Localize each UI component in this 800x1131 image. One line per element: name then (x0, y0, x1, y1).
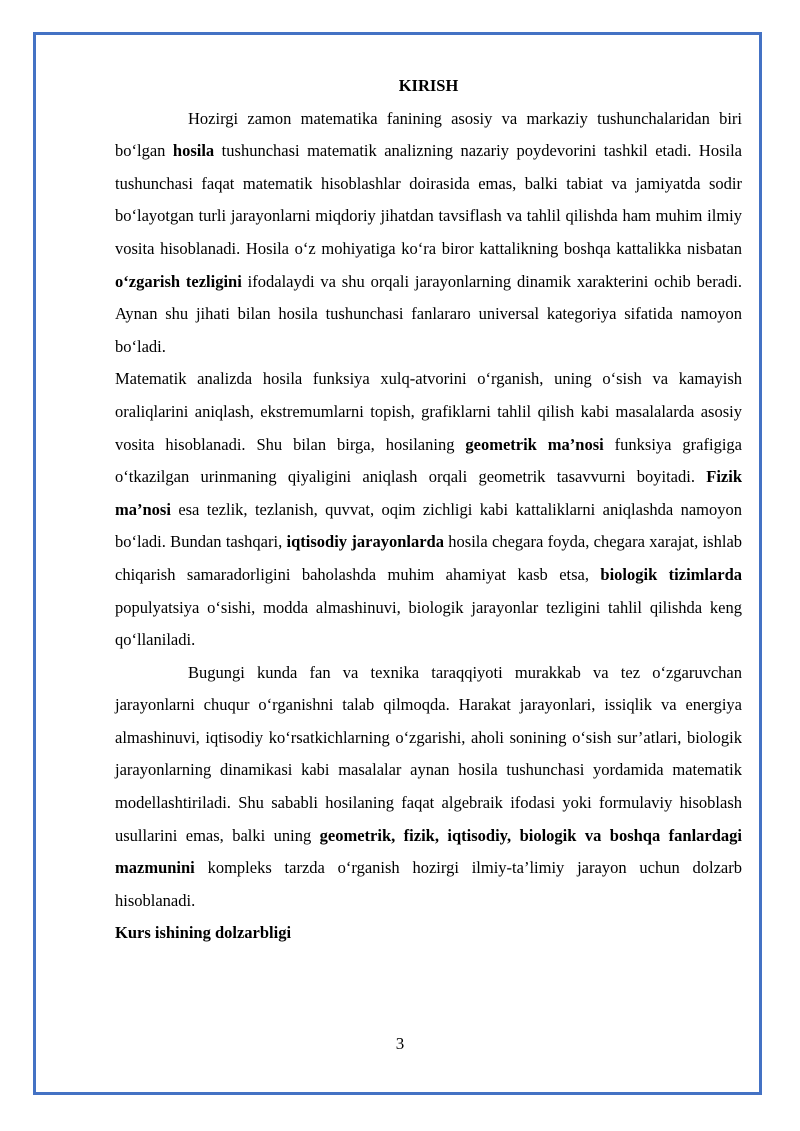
text-run: Hozirgi zamon matematika fanining asosiy va markaziy tushunchalaridan biri bo‘lgan (115, 108, 742, 161)
paragraph (115, 363, 742, 656)
paragraph (115, 103, 742, 364)
text-run: funksiya grafigiga o‘tkazilgan urinmaning qiyaligini aniqlash orqali geometrik tasavvurni boyitadi. (115, 434, 742, 487)
page-content (115, 70, 742, 950)
bold-term: geometrik ma’nosi (465, 434, 604, 454)
body-text (115, 103, 742, 918)
bold-term: iqtisodiy jarayonlarda (286, 532, 444, 552)
text-run: Matematik analizda hosila funksiya xulq-atvorini o‘rganish, uning o‘sish va kamayish oraliqlarini aniqlash, ekstremumlarni topish, grafiklarni tahlil qilish kabi masalalarda asosiy vosita hisoblanadi. Shu bilan birga, hosilaning (115, 369, 742, 454)
text-run: ifodalaydi va shu orqali jarayonlarning dinamik xarakterini ochib beradi. Aynan shu jihati bilan hosila tushunchasi fanlararo universal kategoriya sifatida namoyon bo‘ladi. (115, 271, 743, 356)
text-run: esa tezlik, tezlanish, quvvat, oqim zichligi kabi kattaliklarni aniqlashda namoyon bo‘ladi. Bundan tashqari, (115, 499, 742, 552)
text-run: kompleks tarzda o‘rganish hozirgi ilmiy-ta’limiy jarayon uchun dolzarb hisoblanadi. (115, 858, 742, 910)
text-run: Bugungi kunda fan va texnika taraqqiyoti murakkab va tez o‘zgaruvchan jarayonlarni chuqur o‘rganishni talab qilmoqda. Harakat jarayonlari, issiqlik va energiya almashinuvi, iqtisodiy ko‘rsatkichlarning o‘zgarishi, aholi sonining o‘sish sur’atlari, biologik jarayonlarning dinamikasi kabi masalalar aynan hosila tushunchasi yordamida matematik modellashtiriladi. Shu sababli hosilaning faqat algebraik ifodasi yoki formulaviy hisoblash usullarini emas, balki uning (115, 662, 742, 845)
text-run: populyatsiya o‘sishi, modda almashinuvi, biologik jarayonlar tezligini tahlil qilishda keng qo‘llaniladi. (115, 597, 742, 650)
page-number: 3 (395, 1034, 405, 1053)
text-run: tushunchasi matematik analizning nazariy poydevorini tashkil etadi. Hosila tushunchasi faqat matematik hisoblashlar doirasida emas, balki tabiat va jamiyatda sodir bo‘layotgan turli jarayonlarni miqdoriy jihatdan tavsiflash va tahlil qilishda ham muhim ilmiy vosita hisoblanadi. Hosila o‘z mohiyatiga ko‘ra biror kattalikning boshqa kattalikka nisbatan (115, 141, 742, 258)
bold-term: geometrik, fizik, iqtisodiy, biologik va boshqa fanlardagi mazmunini (115, 825, 742, 878)
page-title: KIRISH (398, 76, 459, 95)
bold-term: biologik tizimlarda (600, 564, 742, 584)
section-heading: Kurs ishining dolzarbligi (115, 923, 292, 943)
text-run: hosila chegara foyda, chegara xarajat, ishlab chiqarish samaradorligini baholashda muhim ahamiyat kasb etsa, (115, 532, 743, 584)
bold-term: Fizik ma’nosi (115, 467, 742, 519)
bold-term: o‘zgarish tezligini (115, 271, 242, 291)
bold-term: hosila (172, 141, 215, 161)
paragraph (115, 657, 742, 918)
